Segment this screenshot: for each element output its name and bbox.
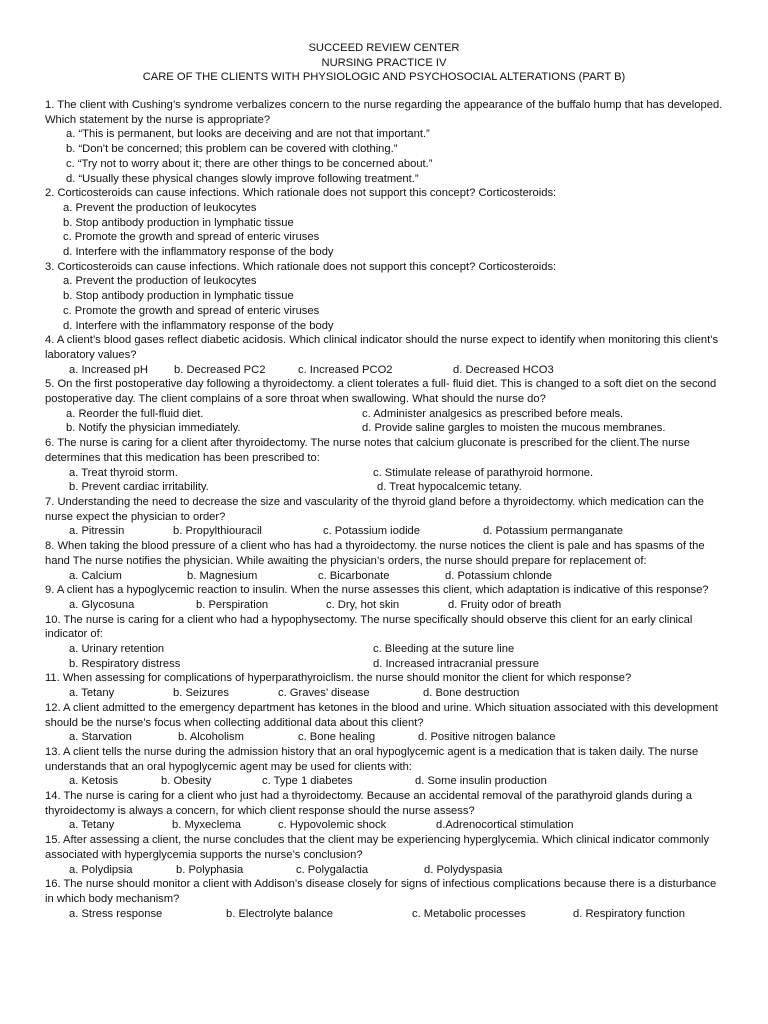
option-d: d. Increased intracranial pressure xyxy=(373,657,540,670)
option-a: a. Pitressin xyxy=(69,525,125,538)
option-c: c. Hypovolemic shock xyxy=(278,819,387,832)
option-c: c. Graves’ disease xyxy=(278,687,370,700)
option-d: d. Positive nitrogen balance xyxy=(418,731,556,744)
option-d: d. Decreased HCO3 xyxy=(453,363,554,376)
option-a: a. Stress response xyxy=(69,907,163,920)
options xyxy=(45,524,725,539)
question-12 xyxy=(45,701,725,745)
option-b: b. Polyphasia xyxy=(176,863,244,876)
option-c: c. Promote the growth and spread of enteric viruses xyxy=(63,304,320,317)
question-text: 9. A client has a hypoglycemic reaction to insulin. When the nurse assesses this client, which adaptation is indicative of this response? xyxy=(45,584,709,597)
option-d: d. Treat hypocalcemic tetany. xyxy=(377,481,522,494)
question-text: 3. Corticosteroids can cause infections. Which rationale does not support this concept? Corticosteroids: xyxy=(45,260,557,273)
options xyxy=(45,686,725,701)
option-c: c. Type 1 diabetes xyxy=(262,775,353,788)
question-5 xyxy=(45,377,725,436)
option-a: a. Reorder the full-fluid diet. xyxy=(66,407,204,420)
question-2 xyxy=(45,186,725,260)
option-c: c. Metabolic processes xyxy=(412,907,526,920)
course-title: NURSING PRACTICE IV xyxy=(321,56,447,69)
options xyxy=(45,466,725,495)
question-text: 8. When taking the blood pressure of a client who has had a thyroidectomy. the nurse notices the client is pale and has spasms of the hand The nurse notifies the physician. While awaiting the physician’s orders, the nurse should prepare for replacement of: xyxy=(45,540,705,567)
options xyxy=(45,730,725,745)
options xyxy=(45,642,725,671)
option-b: b. Respiratory distress xyxy=(69,657,181,670)
option-c: c. Stimulate release of parathyroid hormone. xyxy=(373,466,594,479)
question-text: 4. A client’s blood gases reflect diabetic acidosis. Which clinical indicator should the nurse expect to identify when monitoring this client’s laboratory values? xyxy=(45,334,719,361)
option-b: b. Prevent cardiac irritability. xyxy=(69,481,209,494)
question-text: 7. Understanding the need to decrease the size and vascularity of the thyroid gland before a thyroidectomy. which medication can the nurse expect the physician to order? xyxy=(45,495,705,523)
question-9 xyxy=(45,583,725,612)
options xyxy=(45,598,725,613)
option-a: a. Urinary retention xyxy=(69,643,165,656)
option-c: c. Promote the growth and spread of enteric viruses xyxy=(63,231,320,244)
section-title: CARE OF THE CLIENTS WITH PHYSIOLOGIC AND PSYCHOSOCIAL ALTERATIONS (PART B) xyxy=(142,71,626,84)
question-13 xyxy=(45,745,725,789)
option-d: d. Bone destruction xyxy=(423,687,520,700)
option-b: b. “Don’t be concerned; this problem can be covered with clothing.” xyxy=(66,143,398,156)
document-header xyxy=(0,0,768,85)
question-text: 12. A client admitted to the emergency department has ketones in the blood and urine. Which situation associated with this development should be the nurse’s focus when collecting additional data about this client? xyxy=(45,701,718,729)
option-d: d. Polydyspasia xyxy=(424,863,503,876)
question-4 xyxy=(45,333,725,377)
option-c: c. Potassium iodide xyxy=(323,525,421,538)
options xyxy=(45,407,725,436)
option-b: b. Obesity xyxy=(161,775,212,788)
question-6 xyxy=(45,436,725,495)
options xyxy=(45,818,725,833)
option-a: a. Tetany xyxy=(69,819,115,832)
question-text: 10. The nurse is caring for a client who had a hypophysectomy. The nurse specifically should observe this client for an early clinical indicator of: xyxy=(45,613,693,641)
option-a: a. Tetany xyxy=(69,687,115,700)
option-c: c. Dry, hot skin xyxy=(326,598,400,611)
options xyxy=(45,201,725,260)
option-c: c. Bone healing xyxy=(298,731,376,744)
option-a: a. Prevent the production of leukocytes xyxy=(63,201,257,214)
option-a: a. Glycosuna xyxy=(69,598,135,611)
question-text: 1. The client with Cushing’s syndrome verbalizes concern to the nurse regarding the appearance of the buffalo hump that has developed. Which statement by the nurse is appropriate? xyxy=(45,99,723,126)
question-15 xyxy=(45,833,725,877)
option-d: d. Provide saline gargles to moisten the mucous membranes. xyxy=(362,422,666,435)
question-7 xyxy=(45,495,725,539)
option-c: c. Administer analgesics as prescribed before meals. xyxy=(362,407,624,420)
options xyxy=(45,907,725,922)
question-3 xyxy=(45,260,725,334)
option-b: b. Seizures xyxy=(173,687,229,700)
question-text: 11. When assessing for complications of hyperparathyroiclism. the nurse should monitor the client for which response? xyxy=(45,672,632,685)
question-text: 5. On the first postoperative day following a thyroidectomy. a client tolerates a full- fluid diet. This is changed to a soft diet on the second postoperative day. The client complains of a sore throat when swallowing. What should the nurse do? xyxy=(45,378,717,406)
option-b: b. Notify the physician immediately. xyxy=(66,422,241,435)
options xyxy=(45,569,725,584)
option-d: d. Interfere with the inflammatory response of the body xyxy=(63,246,334,259)
options xyxy=(45,863,725,878)
question-8 xyxy=(45,539,725,583)
question-text: 15. After assessing a client, the nurse concludes that the client may be experiencing hyperglycemia. Which clinical indicator commonly associated with hyperglycemia supports the nurse’s conclusion? xyxy=(45,834,710,861)
option-a: a. Increased pH xyxy=(69,363,148,376)
option-b: b. Propylthiouracil xyxy=(173,525,262,538)
question-text: 6. The nurse is caring for a client after thyroidectomy. The nurse notes that calcium gluconate is prescribed for the client.The nurse determines that this medication has been prescribed to: xyxy=(45,437,690,464)
question-10 xyxy=(45,613,725,672)
question-list xyxy=(45,98,725,921)
option-a: a. Polydipsia xyxy=(69,863,133,876)
option-b: b. Decreased PC2 xyxy=(174,363,266,376)
option-a: a. Prevent the production of leukocytes xyxy=(63,275,257,288)
option-d: d. Fruity odor of breath xyxy=(448,598,562,611)
option-a: a. Calcium xyxy=(69,569,122,582)
option-b: b. Myxeclema xyxy=(172,819,242,832)
option-c: c. Bleeding at the suture line xyxy=(373,643,515,656)
option-b: b. Electrolyte balance xyxy=(226,907,333,920)
options xyxy=(45,274,725,333)
option-d: d. “Usually these physical changes slowly improve following treatment.” xyxy=(66,172,419,185)
options xyxy=(45,774,725,789)
option-b: b. Alcoholism xyxy=(178,731,244,744)
options xyxy=(45,363,725,378)
question-1 xyxy=(45,98,725,186)
question-16 xyxy=(45,877,725,921)
option-d: d. Respiratory function xyxy=(573,907,685,920)
question-text: 16. The nurse should monitor a client with Addison’s disease closely for signs of infectious complications because there is a disturbance in which body mechanism? xyxy=(45,878,717,905)
option-c: c. Increased PCO2 xyxy=(298,363,393,376)
option-d: d. Potassium permanganate xyxy=(483,525,623,538)
option-c: c. Bicarbonate xyxy=(318,569,390,582)
question-11 xyxy=(45,671,725,700)
option-d: d. Potassium chlonde xyxy=(445,569,552,582)
options xyxy=(45,127,725,186)
option-c: c. Polygalactia xyxy=(296,863,369,876)
option-b: b. Perspiration xyxy=(196,598,269,611)
option-d: d.Adrenocortical stimulation xyxy=(436,819,574,832)
option-a: a. Ketosis xyxy=(69,775,119,788)
option-d: d. Interfere with the inflammatory response of the body xyxy=(63,319,334,332)
question-text: 14. The nurse is caring for a client who just had a thyroidectomy. Because an accidental removal of the parathyroid glands during a thyroidectomy is always a concern, for which client response should the nurse assess? xyxy=(45,790,692,817)
question-text: 2. Corticosteroids can cause infections. Which rationale does not support this concept? Corticosteroids: xyxy=(45,187,557,200)
option-a: a. Starvation xyxy=(69,731,132,744)
option-b: b. Stop antibody production in lymphatic tissue xyxy=(63,216,294,229)
question-text: 13. A client tells the nurse during the admission history that an oral hypoglycemic agent is a medication that is taken daily. The nurse understands that an oral hypoglycemic agent may be used for clients with: xyxy=(45,745,699,773)
option-b: b. Stop antibody production in lymphatic tissue xyxy=(63,290,294,303)
option-a: a. “This is permanent, but looks are deceiving and are not that important.” xyxy=(66,128,430,141)
option-b: b. Magnesium xyxy=(187,569,258,582)
question-14 xyxy=(45,789,725,833)
option-c: c. “Try not to worry about it; there are other things to be concerned about.” xyxy=(66,157,433,170)
option-a: a. Treat thyroid storm. xyxy=(69,466,178,479)
option-d: d. Some insulin production xyxy=(415,775,547,788)
review-center-title: SUCCEED REVIEW CENTER xyxy=(308,42,460,54)
